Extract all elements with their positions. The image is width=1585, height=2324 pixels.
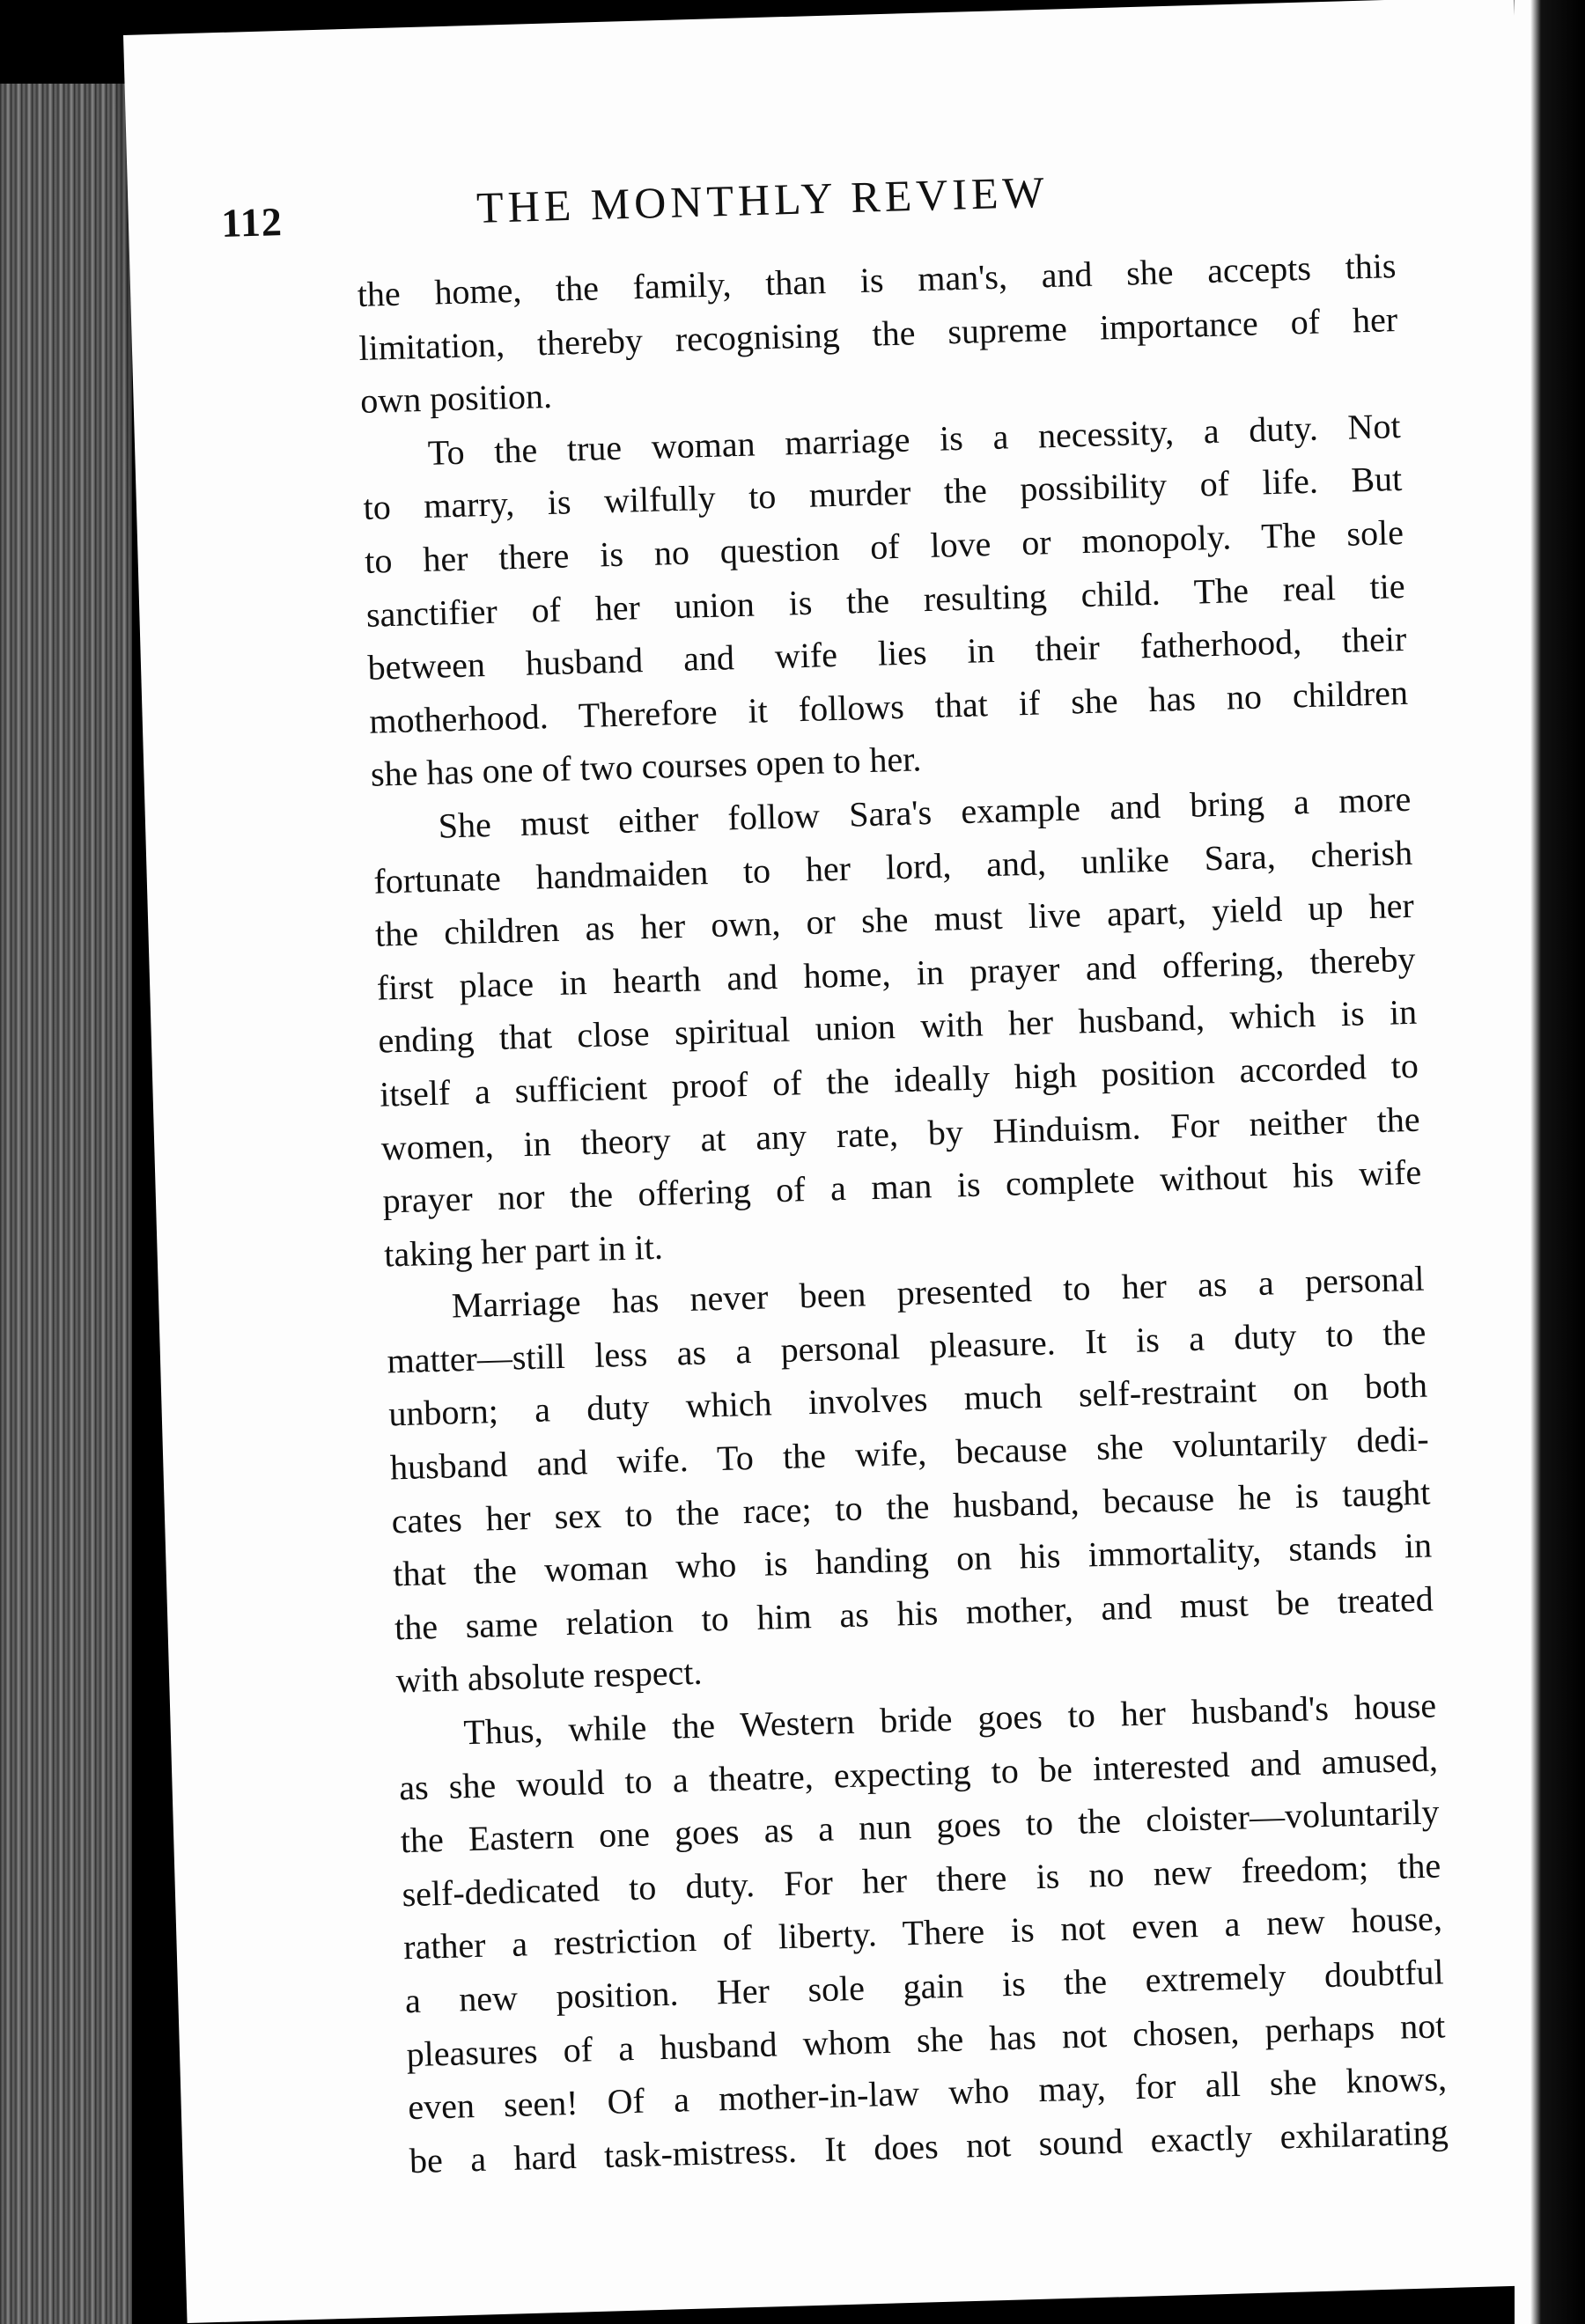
text-line: ending that close spiritual union with her husband, which is in — [377, 992, 1418, 1061]
text-line: husband and wife. To the wife, because she voluntarily dedi- — [389, 1418, 1430, 1488]
text-line: Marriage has never been presented to her as a personal — [451, 1258, 1426, 1326]
text-line: even seen! Of a mother-in-law who may, for all she knows, — [407, 2058, 1448, 2128]
paragraph — [397, 1679, 1449, 2188]
text-line: own position. — [359, 376, 553, 422]
page-body-text — [357, 239, 1449, 2188]
text-line: sanctifier of her union is the resulting child. The real tie — [365, 565, 1406, 635]
text-line: taking her part in it. — [383, 1226, 664, 1275]
text-line: self-dedicated to duty. For her there is no new freedom; the — [401, 1845, 1441, 1915]
text-line: the Eastern one goes as a nun goes to the cloister—voluntarily — [400, 1791, 1441, 1861]
running-head: THE MONTHLY REVIEW — [476, 166, 1050, 232]
text-line: pleasures of a husband whom she has not chosen, perhaps not — [406, 2004, 1446, 2074]
text-line: to marry, is wilfully to murder the possibility of life. But — [362, 459, 1403, 528]
text-line: be a hard task-mistress. It does not sound exactly exhilarating — [409, 2112, 1449, 2181]
paragraph — [372, 773, 1424, 1282]
text-line: first place in hearth and home, in prayer and offering, thereby — [376, 938, 1416, 1008]
book-edge-right — [1515, 0, 1585, 2324]
text-line: the same relation to him as his mother, and must be treated — [394, 1578, 1434, 1648]
text-line: Thus, while the Western bride goes to her husband's house — [462, 1685, 1437, 1753]
text-line: she has one of two courses open to her. — [370, 739, 922, 795]
paragraph — [385, 1253, 1435, 1709]
paragraph — [361, 400, 1410, 802]
text-line: prayer nor the offering of a man is complete without his wife — [381, 1151, 1422, 1221]
text-line: with absolute respect. — [395, 1652, 703, 1701]
text-line: cates her sex to the race; to the husband, because he is taught — [391, 1472, 1431, 1541]
text-line: matter—still less as a personal pleasure. It is a duty to the — [387, 1312, 1426, 1381]
text-line: the home, the family, than is man's, and she accepts this — [357, 246, 1397, 314]
text-line: unborn; a duty which involves much self-restraint on both — [387, 1365, 1428, 1434]
text-line: to her there is no question of love or monopoly. The sole — [364, 511, 1404, 581]
text-line: a new position. Her sole gain is the extremely doubtful — [404, 1952, 1445, 2021]
text-line: motherhood. Therefore it follows that if she has no children — [368, 672, 1409, 741]
text-line: the children as her own, or she must live apart, yield up her — [374, 885, 1415, 954]
text-line: women, in theory at any rate, by Hinduism. For neither the — [380, 1099, 1421, 1168]
text-line: as she would to a theatre, expecting to be interested and amused, — [398, 1739, 1439, 1807]
text-line: itself a sufficient proof of the ideally high position accorded to — [379, 1045, 1419, 1114]
text-line: between husband and wife lies in their fatherhood, their — [367, 619, 1407, 688]
book-edge-left — [0, 84, 132, 2324]
text-line: limitation, thereby recognising the supreme importance of her — [358, 298, 1398, 368]
text-line: rather a restriction of liberty. There is not even a new house, — [402, 1898, 1443, 1967]
text-line: that the woman who is handing on his immortality, stands in — [392, 1525, 1433, 1594]
text-line: fortunate handmaiden to her lord, and, unlike Sara, cherish — [372, 832, 1413, 901]
page-number: 112 — [220, 199, 284, 246]
text-line: To the true woman marriage is a necessity, a duty. Not — [427, 405, 1402, 473]
text-line: She must either follow Sara's example and bring a more — [438, 778, 1412, 846]
paragraph — [357, 239, 1400, 429]
